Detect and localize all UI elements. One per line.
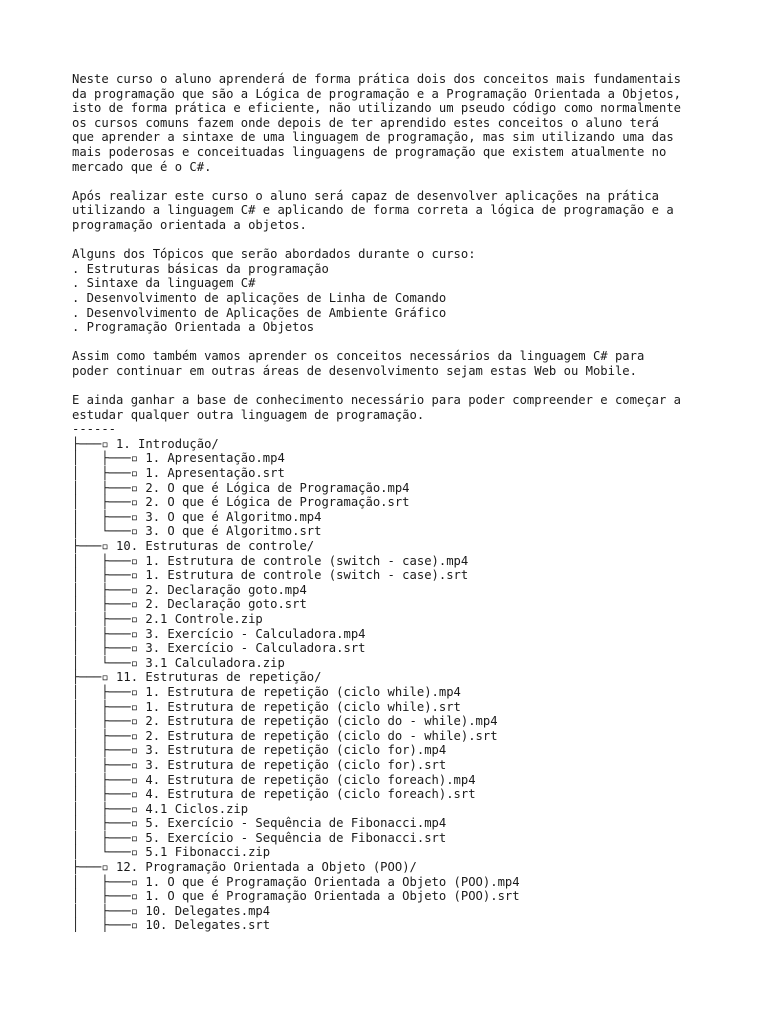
tree-item-label: 2. Estrutura de repetição (ciclo do - while).srt: [145, 728, 498, 743]
tree-item-label: 2. Declaração goto.srt: [145, 597, 307, 612]
tree-item-label: 3. Exercício - Calculadora.srt: [145, 641, 366, 656]
tree-item-label: 1. Estrutura de controle (switch - case).mp4: [145, 553, 469, 568]
intro-paragraph-2: Após realizar este curso o aluno será capaz de desenvolver aplicações na prática utilizando a linguagem C# e aplicando de forma correta a lógica de programação e a programação orientada a objetos.: [72, 188, 674, 232]
file-tree: [72, 437, 712, 933]
intro-paragraph-1: Neste curso o aluno aprenderá de forma prática dois dos conceitos mais fundamentais da programação que são a Lógica de programação e a Programação Orientada a Objetos, isto de forma prática e eficiente, não utilizando um pseudo código como normalmente os cursos comuns fazem onde depois de ter aprendido estes conceitos o aluno terá que aprender a sintaxe de uma linguagem de programação, mas sim utilizando uma das mais poderosas e conceituadas linguagens de programação que existem atualmente no mercado que é o C#.: [72, 72, 682, 174]
tree-branch-connector: │ └───▫: [72, 655, 146, 670]
topic-item: . Desenvolvimento de aplicações de Linha de Comando: [72, 290, 447, 305]
tree-item-label: 4. Estrutura de repetição (ciclo foreach).srt: [145, 787, 476, 802]
tree-file-item: [72, 773, 712, 788]
tree-item-label: 2. Estrutura de repetição (ciclo do - while).mp4: [145, 714, 498, 729]
tree-item-label: 2.1 Controle.zip: [145, 611, 263, 626]
tree-branch-connector: │ ├───▫: [72, 903, 146, 918]
tree-item-label: 3. Estrutura de repetição (ciclo for).mp4: [145, 743, 447, 758]
tree-item-label: 3. Estrutura de repetição (ciclo for).srt: [145, 757, 447, 772]
tree-folder-item: [72, 670, 712, 685]
tree-branch-connector: │ ├───▫: [72, 699, 146, 714]
topics-heading: Alguns dos Tópicos que serão abordados durante o curso:: [72, 247, 476, 262]
closing-paragraph-2: E ainda ganhar a base de conhecimento necessário para poder compreender e começar a estudar qualquer outra linguagem de programação.: [72, 393, 682, 422]
tree-branch-connector: │ └───▫: [72, 524, 146, 539]
separator-line: ------: [72, 422, 117, 437]
tree-item-label: 10. Delegates.mp4: [145, 903, 271, 918]
tree-branch-connector: │ ├───▫: [72, 582, 146, 597]
tree-file-item: [72, 656, 712, 671]
tree-item-label: 11. Estruturas de repetição/: [116, 670, 322, 685]
tree-file-item: [72, 875, 712, 890]
tree-file-item: [72, 612, 712, 627]
tree-branch-connector: │ ├───▫: [72, 641, 146, 656]
tree-folder-item: [72, 860, 712, 875]
topic-item: . Estruturas básicas da programação: [72, 261, 329, 276]
tree-file-item: [72, 729, 712, 744]
tree-file-item: [72, 700, 712, 715]
tree-file-item: [72, 904, 712, 919]
tree-folder-item: [72, 437, 712, 452]
tree-item-label: 1. O que é Programação Orientada a Objeto (POO).srt: [145, 889, 520, 904]
tree-item-label: 10. Delegates.srt: [145, 918, 271, 933]
tree-branch-connector: ├───▫: [72, 539, 117, 553]
tree-item-label: 4.1 Ciclos.zip: [145, 801, 249, 816]
tree-file-item: [72, 466, 712, 481]
tree-item-label: 1. O que é Programação Orientada a Objeto (POO).mp4: [145, 874, 520, 889]
tree-item-label: 3.1 Calculadora.zip: [145, 655, 285, 670]
tree-item-label: 3. Exercício - Calculadora.mp4: [145, 626, 366, 641]
tree-branch-connector: ├───▫: [72, 860, 117, 875]
tree-item-label: 2. O que é Lógica de Programação.mp4: [145, 480, 410, 495]
tree-branch-connector: │ ├───▫: [72, 684, 146, 699]
tree-file-item: [72, 495, 712, 510]
tree-branch-connector: ├───▫: [72, 670, 117, 685]
tree-item-label: 1. Apresentação.srt: [145, 466, 285, 481]
tree-branch-connector: │ ├───▫: [72, 495, 146, 510]
tree-branch-connector: │ ├───▫: [72, 874, 146, 889]
tree-item-label: 4. Estrutura de repetição (ciclo foreach).mp4: [145, 772, 476, 787]
tree-file-item: [72, 918, 712, 933]
tree-file-item: [72, 816, 712, 831]
tree-file-item: [72, 481, 712, 496]
tree-file-item: [72, 568, 712, 583]
tree-branch-connector: │ ├───▫: [72, 816, 146, 831]
tree-file-item: [72, 845, 712, 860]
tree-branch-connector: │ ├───▫: [72, 597, 146, 612]
tree-branch-connector: │ ├───▫: [72, 787, 146, 802]
tree-folder-item: [72, 539, 712, 554]
tree-item-label: 2. Declaração goto.mp4: [145, 582, 307, 597]
tree-branch-connector: │ ├───▫: [72, 480, 146, 495]
tree-file-item: [72, 714, 712, 729]
tree-item-label: 10. Estruturas de controle/: [116, 539, 315, 553]
tree-branch-connector: │ ├───▫: [72, 466, 146, 481]
tree-file-item: [72, 685, 712, 700]
tree-branch-connector: │ ├───▫: [72, 728, 146, 743]
tree-item-label: 1. Introdução/: [116, 436, 219, 451]
tree-item-label: 5. Exercício - Sequência de Fibonacci.srt: [145, 830, 447, 845]
tree-branch-connector: │ ├───▫: [72, 830, 146, 845]
tree-file-item: [72, 627, 712, 642]
tree-branch-connector: │ ├───▫: [72, 714, 146, 729]
tree-item-label: 3. O que é Algoritmo.srt: [145, 524, 322, 539]
tree-branch-connector: │ ├───▫: [72, 451, 146, 466]
tree-branch-connector: │ ├───▫: [72, 626, 146, 641]
tree-file-item: [72, 524, 712, 539]
tree-branch-connector: │ ├───▫: [72, 801, 146, 816]
tree-branch-connector: │ └───▫: [72, 845, 146, 860]
tree-branch-connector: │ ├───▫: [72, 611, 146, 626]
tree-item-label: 1. Apresentação.mp4: [145, 451, 285, 466]
tree-branch-connector: │ ├───▫: [72, 918, 146, 933]
tree-file-item: [72, 889, 712, 904]
closing-paragraph-1: Assim como também vamos aprender os conceitos necessários da linguagem C# para poder continuar em outras áreas de desenvolvimento sejam estas Web ou Mobile.: [72, 349, 645, 378]
tree-branch-connector: │ ├───▫: [72, 509, 146, 524]
tree-file-item: [72, 510, 712, 525]
tree-file-item: [72, 831, 712, 846]
tree-file-item: [72, 641, 712, 656]
tree-file-item: [72, 787, 712, 802]
tree-item-label: 3. O que é Algoritmo.mp4: [145, 509, 322, 524]
tree-item-label: 2. O que é Lógica de Programação.srt: [145, 495, 410, 510]
tree-item-label: 12. Programação Orientada a Objeto (POO)/: [116, 860, 417, 875]
tree-branch-connector: │ ├───▫: [72, 553, 146, 568]
tree-file-item: [72, 451, 712, 466]
tree-item-label: 1. Estrutura de repetição (ciclo while).srt: [145, 699, 461, 714]
tree-branch-connector: │ ├───▫: [72, 772, 146, 787]
tree-branch-connector: │ ├───▫: [72, 757, 146, 772]
topic-item: . Desenvolvimento de Aplicações de Ambiente Gráfico: [72, 305, 447, 320]
topics-block: [72, 247, 712, 335]
tree-branch-connector: │ ├───▫: [72, 568, 146, 583]
tree-item-label: 5.1 Fibonacci.zip: [145, 845, 271, 860]
topic-item: . Sintaxe da linguagem C#: [72, 276, 256, 291]
topic-item: . Programação Orientada a Objetos: [72, 320, 315, 335]
tree-file-item: [72, 554, 712, 569]
tree-file-item: [72, 743, 712, 758]
tree-item-label: 5. Exercício - Sequência de Fibonacci.mp4: [145, 816, 447, 831]
tree-item-label: 1. Estrutura de controle (switch - case).srt: [145, 568, 469, 583]
tree-branch-connector: ├───▫: [72, 436, 117, 451]
tree-item-label: 1. Estrutura de repetição (ciclo while).mp4: [145, 684, 461, 699]
document-page: [72, 72, 712, 933]
tree-file-item: [72, 758, 712, 773]
tree-file-item: [72, 583, 712, 598]
tree-branch-connector: │ ├───▫: [72, 743, 146, 758]
tree-file-item: [72, 597, 712, 612]
tree-branch-connector: │ ├───▫: [72, 889, 146, 904]
tree-file-item: [72, 802, 712, 817]
